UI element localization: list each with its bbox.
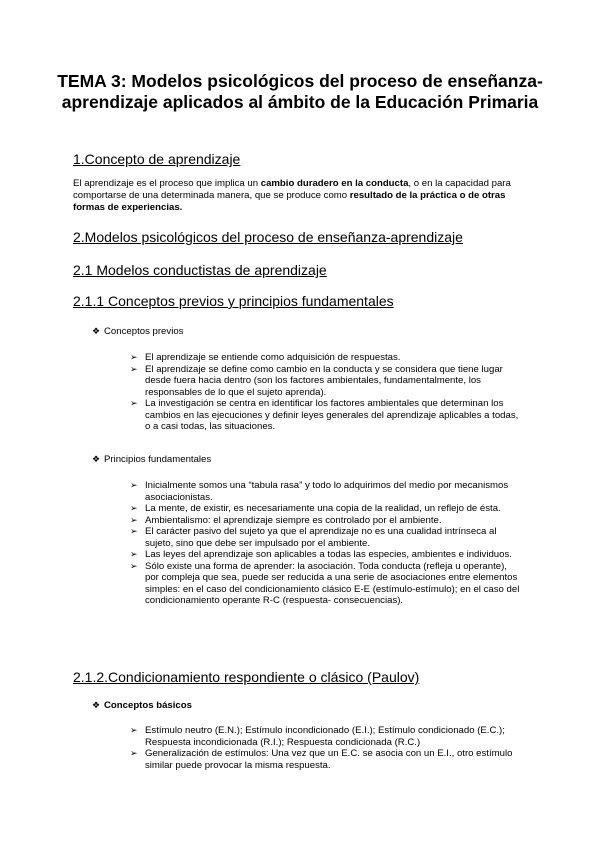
- intro-bold-2: resultado de la práctica o de otras formas de experiencias.: [73, 190, 506, 213]
- intro-text-1: El aprendizaje es el proceso que implica un: [73, 178, 261, 189]
- list-item: [130, 748, 520, 771]
- principios-list: [130, 480, 520, 607]
- bullet-heading: Conceptos previos: [104, 326, 184, 337]
- diamond-bullet-icon: ❖: [92, 326, 101, 336]
- list-item-text: El aprendizaje se entiende como adquisición de respuestas.: [145, 352, 401, 363]
- list-item-text: Las leyes del aprendizaje son aplicables a todas las especies, ambientes e individuos.: [145, 549, 512, 560]
- arrow-bullet-icon: ➢: [130, 480, 138, 490]
- list-item: [130, 352, 520, 364]
- list-item: [130, 398, 520, 433]
- diamond-bullet-icon: ❖: [92, 454, 101, 464]
- section-heading-2: 2.Modelos psicológicos del proceso de enseñanza-aprendizaje: [73, 229, 463, 245]
- list-item: [130, 526, 520, 549]
- list-item: [130, 364, 520, 399]
- list-item: [130, 515, 520, 527]
- list-item: [130, 480, 520, 503]
- section-heading-2-1-1: 2.1.1 Conceptos previos y principios fundamentales: [73, 293, 394, 309]
- bullet-principios: [92, 453, 211, 466]
- list-item-text: El aprendizaje se define como cambio en la conducta y se considera que tiene lugar desde fuera hacia dentro (son los factores ambientales, fundamentalmente, los responsables de lo que el sujeto aprenda).: [145, 363, 503, 398]
- conceptos-basicos-list: [130, 725, 520, 771]
- list-item-text: Sólo existe una forma de aprender: la asociación. Toda conducta (refleja u operante), por compleja que sea, puede ser reducida a una serie de asociaciones entre elementos simples: en el caso del condicionamiento clásico E-E (estímulo-estímulo); en el caso del condicionamiento operante R-C (respuesta- consecuencias).: [145, 560, 520, 606]
- arrow-bullet-icon: ➢: [130, 725, 138, 735]
- section-heading-2-1-2: 2.1.2.Condicionamiento respondiente o clásico (Paulov): [73, 669, 420, 685]
- list-item-text: Ambientalismo: el aprendizaje siempre es controlado por el ambiente.: [145, 514, 442, 526]
- list-item-text: La investigación se centra en identificar los factores ambientales que determinan los cambios en las ejecuciones y definir leyes generales del aprendizaje aplicables a todas, o a casi todas, las situaciones.: [145, 398, 519, 432]
- list-item: [130, 561, 520, 607]
- document-title: TEMA 3: Modelos psicológicos del proceso de enseñanza-aprendizaje aplicados al ámbito de la Educación Primaria: [57, 71, 543, 112]
- list-item-text: La mente, de existir, es necesariamente una copia de la realidad, un reflejo de ésta.: [145, 503, 501, 514]
- list-item-text: Inicialmente somos una “tabula rasa” y todo lo adquirimos del medio por mecanismos asociacionistas.: [145, 480, 509, 503]
- section-heading-2-1: 2.1 Modelos conductistas de aprendizaje: [73, 262, 327, 278]
- section-heading-1: 1.Concepto de aprendizaje: [73, 151, 241, 167]
- list-item: [130, 725, 520, 748]
- bullet-conceptos-previos: [92, 325, 183, 338]
- arrow-bullet-icon: ➢: [130, 526, 138, 536]
- bullet-heading: Conceptos básicos: [104, 700, 192, 711]
- arrow-bullet-icon: ➢: [130, 398, 138, 408]
- arrow-bullet-icon: ➢: [130, 503, 138, 513]
- intro-bold-1: cambio duradero en la conducta: [260, 178, 409, 189]
- intro-text-2: , o en la capacidad para comportarse de una determinada manera, que se produce como: [73, 178, 511, 201]
- list-item-text: El carácter pasivo del sujeto ya que el aprendizaje no es una cualidad intrínseca al sujeto, sino que debe ser impulsado por el ambiente.: [145, 526, 497, 549]
- diamond-bullet-icon: ❖: [92, 700, 101, 710]
- arrow-bullet-icon: ➢: [130, 560, 138, 571]
- bullet-heading: Principios fundamentales: [104, 454, 212, 465]
- list-item: [130, 503, 520, 515]
- arrow-bullet-icon: ➢: [130, 363, 138, 374]
- list-item-text: Estímulo neutro (E.N.); Estímulo incondicionado (E.I.); Estímulo condicionado (E.C.); Respuesta incondicionada (R.I.); Respuesta condicionada (R.C.): [145, 725, 505, 748]
- arrow-bullet-icon: ➢: [130, 514, 138, 525]
- conceptos-previos-list: [130, 352, 520, 433]
- arrow-bullet-icon: ➢: [130, 748, 138, 758]
- list-item: [130, 549, 520, 561]
- bullet-conceptos-basicos: [92, 699, 192, 712]
- intro-paragraph: [73, 178, 533, 214]
- arrow-bullet-icon: ➢: [130, 352, 138, 362]
- arrow-bullet-icon: ➢: [130, 549, 138, 559]
- list-item-text: Generalización de estímulos: Una vez que un E.C. se asocia con un E.I., otro estímulo similar puede provocar la misma respuesta.: [145, 748, 513, 771]
